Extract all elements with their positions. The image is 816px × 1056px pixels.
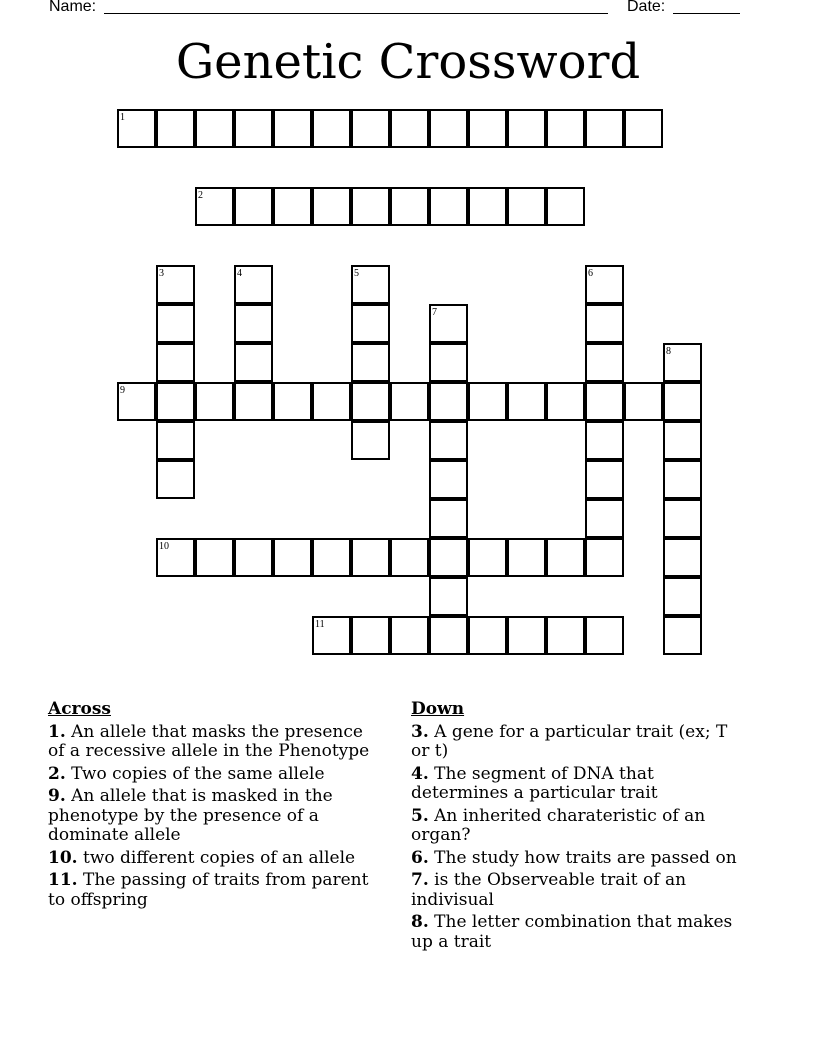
grid-cell[interactable]: [390, 187, 429, 226]
grid-cell[interactable]: [156, 421, 195, 460]
grid-cell[interactable]: [585, 304, 624, 343]
grid-cell[interactable]: [429, 460, 468, 499]
down-clue: [411, 807, 751, 846]
grid-cell[interactable]: [117, 382, 156, 421]
grid-cell[interactable]: [351, 343, 390, 382]
grid-cell[interactable]: [351, 538, 390, 577]
grid-cell[interactable]: [234, 109, 273, 148]
grid-cell[interactable]: [234, 304, 273, 343]
grid-cell[interactable]: [312, 616, 351, 655]
grid-cell[interactable]: [312, 538, 351, 577]
down-clue: [411, 913, 751, 952]
grid-cell[interactable]: [546, 109, 585, 148]
name-label: Name:: [49, 0, 97, 15]
clue-text: A gene for a particular trait (ex; T or t): [411, 721, 728, 761]
grid-cell[interactable]: [156, 109, 195, 148]
grid-cell[interactable]: [468, 616, 507, 655]
down-clues: [411, 700, 751, 955]
grid-cell[interactable]: [663, 343, 702, 382]
grid-cell[interactable]: [468, 187, 507, 226]
down-clue: [411, 871, 751, 910]
across-clue: [48, 723, 378, 762]
grid-cell[interactable]: [585, 538, 624, 577]
across-clues: [48, 700, 378, 913]
grid-cell[interactable]: [156, 343, 195, 382]
down-clue: [411, 765, 751, 804]
grid-cell[interactable]: [663, 460, 702, 499]
grid-cell[interactable]: [468, 109, 507, 148]
grid-cell[interactable]: [663, 538, 702, 577]
grid-cell[interactable]: [429, 187, 468, 226]
grid-cell[interactable]: [351, 382, 390, 421]
clue-number: 10: [159, 541, 169, 552]
clue-number: 9: [120, 385, 125, 396]
grid-cell[interactable]: [156, 304, 195, 343]
grid-cell[interactable]: [585, 421, 624, 460]
grid-cell[interactable]: [351, 109, 390, 148]
grid-cell[interactable]: [273, 187, 312, 226]
grid-cell[interactable]: [585, 343, 624, 382]
down-heading: Down: [411, 699, 465, 719]
grid-cell[interactable]: [390, 616, 429, 655]
grid-cell[interactable]: [234, 265, 273, 304]
clue-number: 5: [354, 268, 359, 279]
clue-number-label: 3.: [411, 721, 429, 742]
down-clue: [411, 723, 751, 762]
grid-cell[interactable]: [429, 577, 468, 616]
across-heading: Across: [48, 699, 111, 719]
grid-cell[interactable]: [624, 109, 663, 148]
grid-cell[interactable]: [273, 538, 312, 577]
grid-cell[interactable]: [390, 382, 429, 421]
grid-cell[interactable]: [663, 382, 702, 421]
grid-cell[interactable]: [351, 265, 390, 304]
clue-number-label: 1.: [48, 721, 66, 742]
grid-cell[interactable]: [585, 616, 624, 655]
grid-cell[interactable]: [468, 538, 507, 577]
grid-cell[interactable]: [234, 382, 273, 421]
grid-cell[interactable]: [156, 382, 195, 421]
date-label: Date:: [627, 0, 666, 15]
grid-cell[interactable]: [507, 382, 546, 421]
grid-cell[interactable]: [234, 343, 273, 382]
down-clue-list: [411, 723, 751, 953]
grid-cell[interactable]: [117, 109, 156, 148]
grid-cell[interactable]: [390, 538, 429, 577]
clue-number-label: 6.: [411, 847, 429, 868]
grid-cell[interactable]: [429, 538, 468, 577]
grid-cell[interactable]: [351, 304, 390, 343]
clue-number-label: 2.: [48, 763, 66, 784]
clue-number: 2: [198, 190, 203, 201]
grid-cell[interactable]: [351, 421, 390, 460]
grid-cell[interactable]: [390, 109, 429, 148]
clue-number: 3: [159, 268, 164, 279]
grid-cell[interactable]: [195, 382, 234, 421]
clue-text: An inherited charateristic of an organ?: [411, 805, 706, 845]
clue-text: is the Observeable trait of an indivisual: [411, 870, 687, 910]
clue-text: The passing of traits from parent to offspring: [48, 870, 369, 910]
grid-cell[interactable]: [546, 382, 585, 421]
grid-cell[interactable]: [156, 460, 195, 499]
clue-number-label: 9.: [48, 786, 66, 806]
grid-cell[interactable]: [507, 538, 546, 577]
clue-text: An allele that masks the presence of a recessive allele in the Phenotype: [48, 721, 370, 761]
across-clue: [48, 765, 378, 785]
across-clue-list: [48, 723, 378, 911]
grid-cell[interactable]: [429, 616, 468, 655]
grid-cell[interactable]: [585, 499, 624, 538]
grid-cell[interactable]: [663, 577, 702, 616]
clue-text: two different copies of an allele: [77, 847, 356, 868]
grid-cell[interactable]: [273, 382, 312, 421]
grid-cell[interactable]: [585, 382, 624, 421]
clue-number-label: 4.: [411, 763, 429, 784]
clue-number-label: 5.: [411, 805, 429, 826]
clue-number: 8: [666, 346, 671, 357]
grid-cell[interactable]: [234, 538, 273, 577]
grid-cell[interactable]: [663, 421, 702, 460]
clue-number: 11: [315, 619, 325, 630]
clue-number-label: 10.: [48, 847, 78, 868]
grid-cell[interactable]: [195, 187, 234, 226]
grid-cell[interactable]: [312, 382, 351, 421]
clue-number-label: 7.: [411, 870, 429, 890]
grid-cell[interactable]: [429, 109, 468, 148]
grid-cell[interactable]: [351, 187, 390, 226]
grid-cell[interactable]: [663, 616, 702, 655]
grid-cell[interactable]: [507, 109, 546, 148]
grid-cell[interactable]: [546, 187, 585, 226]
clue-text: The letter combination that makes up a trait: [411, 912, 733, 952]
grid-cell[interactable]: [546, 616, 585, 655]
grid-cell[interactable]: [156, 265, 195, 304]
grid-cell[interactable]: [429, 421, 468, 460]
grid-cell[interactable]: [507, 187, 546, 226]
across-clue: [48, 787, 378, 846]
grid-cell[interactable]: [585, 460, 624, 499]
grid-cell[interactable]: [312, 187, 351, 226]
grid-cell[interactable]: [546, 538, 585, 577]
clue-text: An allele that is masked in the phenotype by the presence of a dominate allele: [48, 786, 333, 845]
clue-number-label: 8.: [411, 912, 429, 932]
clue-number: 4: [237, 268, 242, 279]
grid-cell[interactable]: [429, 304, 468, 343]
down-clue: [411, 849, 751, 869]
across-clue: [48, 871, 378, 910]
clue-number: 6: [588, 268, 593, 279]
grid-cell[interactable]: [663, 499, 702, 538]
grid-cell[interactable]: [273, 109, 312, 148]
grid-cell[interactable]: [585, 265, 624, 304]
grid-cell[interactable]: [195, 109, 234, 148]
clue-number-label: 11.: [48, 870, 78, 890]
grid-cell[interactable]: [234, 187, 273, 226]
clue-text: The segment of DNA that determines a particular trait: [411, 763, 658, 803]
clue-text: The study how traits are passed on: [428, 847, 737, 868]
page-title: Genetic Crossword: [175, 34, 641, 90]
grid-cell[interactable]: [429, 382, 468, 421]
clue-number: 7: [432, 307, 437, 318]
clue-number: 1: [120, 112, 125, 123]
grid-cell[interactable]: [351, 616, 390, 655]
grid-cell[interactable]: [195, 538, 234, 577]
grid-cell[interactable]: [624, 382, 663, 421]
grid-cell[interactable]: [585, 109, 624, 148]
grid-cell[interactable]: [468, 382, 507, 421]
grid-cell[interactable]: [429, 343, 468, 382]
grid-cell[interactable]: [156, 538, 195, 577]
clue-text: Two copies of the same allele: [65, 763, 325, 784]
grid-cell[interactable]: [429, 499, 468, 538]
grid-cell[interactable]: [312, 109, 351, 148]
grid-cell[interactable]: [507, 616, 546, 655]
across-clue: [48, 849, 378, 869]
